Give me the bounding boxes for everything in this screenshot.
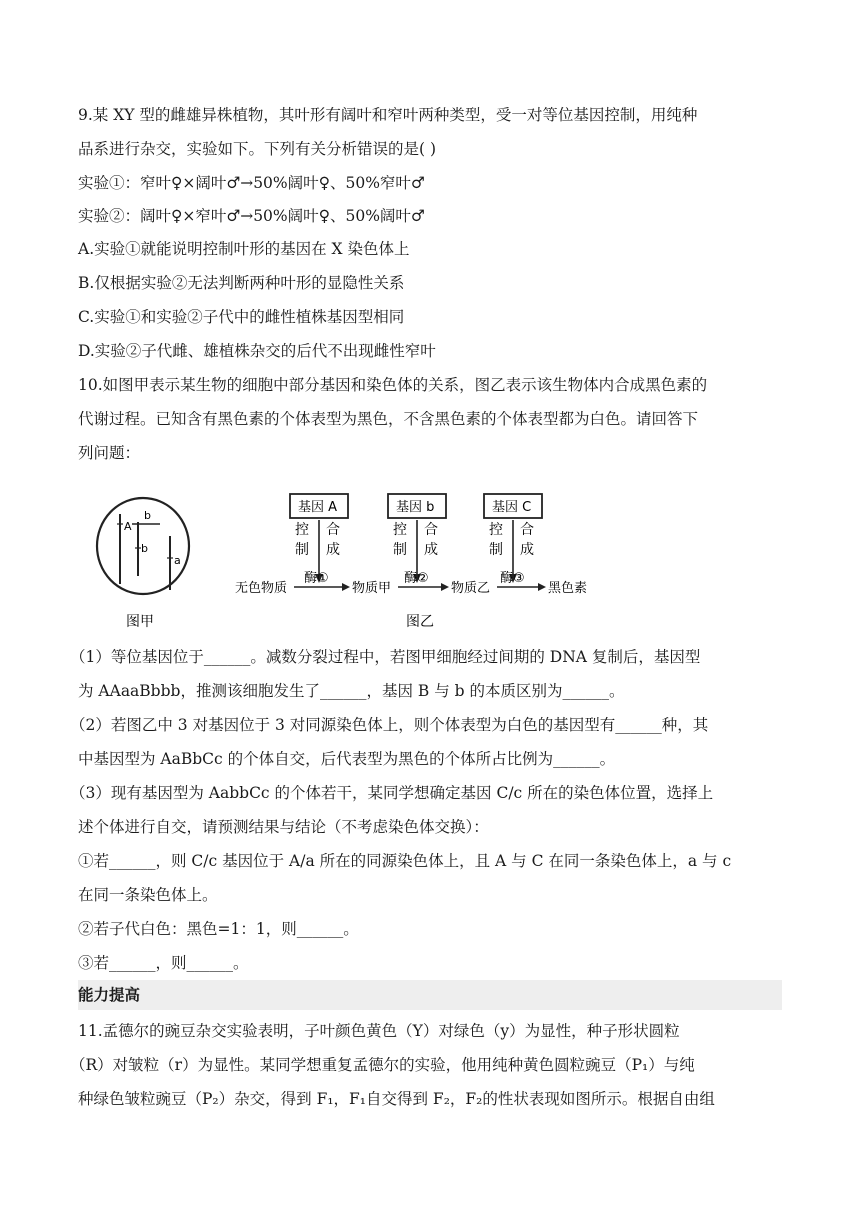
caption-figure-b: 图乙 xyxy=(406,614,434,630)
gene-a-box: 基因 A xyxy=(298,500,338,515)
q9-option-a: A.实验①就能说明控制叶形的基因在 X 染色体上 xyxy=(78,240,410,258)
control-char-2: 制 xyxy=(393,542,407,558)
substance-a: 物质甲 xyxy=(352,581,392,596)
cell-label-b-top: b xyxy=(144,509,151,522)
q10-result-2: ②若子代白色：黑色=1：1，则______。 xyxy=(78,920,359,938)
control-char-2: 制 xyxy=(489,542,503,558)
control-char-1: 控 xyxy=(393,522,407,538)
q10-stem-line-3: 列问题： xyxy=(78,444,141,462)
q10-result-3: ③若______，则______。 xyxy=(78,954,249,972)
gene-c-box: 基因 C xyxy=(492,500,532,515)
synth-char-1: 合 xyxy=(520,522,534,538)
enzyme-3: 酶③ xyxy=(500,571,525,586)
synth-char-1: 合 xyxy=(424,522,438,538)
section-title: 能力提高 xyxy=(78,986,141,1004)
q10-part3-line-2: 述个体进行自交，请预测结果与结论（不考虑染色体交换）： xyxy=(78,818,489,836)
cell-label-a-lower: a xyxy=(174,554,181,567)
q10-part2-line-2: 中基因型为 AaBbCc 的个体自交，后代表型为黑色的个体所占比例为______。 xyxy=(78,750,616,768)
q11-line-3: 种绿色皱粒豌豆（P₂）杂交，得到 F₁，F₁自交得到 F₂，F₂的性状表现如图所示。根据自由组 xyxy=(78,1090,715,1108)
section-heading xyxy=(78,980,782,1010)
q10-stem-line-1: 10.如图甲表示某生物的细胞中部分基因和染色体的关系，图乙表示该生物体内合成黑色素的 xyxy=(78,376,708,394)
cell-diagram xyxy=(97,498,189,594)
substance-melanin: 黑色素 xyxy=(548,581,588,596)
enzyme-1: 酶① xyxy=(304,571,329,586)
q9-option-b: B.仅根据实验②无法判断两种叶形的显隐性关系 xyxy=(78,274,405,292)
q9-experiment-2: 实验②：阔叶♀×窄叶♂→50%阔叶♀、50%阔叶♂ xyxy=(78,207,425,225)
q10-result-1-line-1: ①若______，则 C/c 基因位于 A/a 所在的同源染色体上，且 A 与 C 在同一条染色体上，a 与 c xyxy=(78,852,732,870)
control-char-1: 控 xyxy=(489,522,503,538)
q9-option-d: D.实验②子代雌、雄植株杂交的后代不出现雌性窄叶 xyxy=(78,342,436,360)
q10-figure xyxy=(80,486,640,636)
enzyme-2: 酶② xyxy=(404,571,429,586)
q9-experiment-1: 实验①：窄叶♀×阔叶♂→50%阔叶♀、50%窄叶♂ xyxy=(78,174,425,192)
q10-part1-line-1: （1）等位基因位于______。减数分裂过程中，若图甲细胞经过间期的 DNA 复制后，基因型 xyxy=(70,648,701,666)
control-char-1: 控 xyxy=(295,522,309,538)
q9-option-c: C.实验①和实验②子代中的雌性植株基因型相同 xyxy=(78,308,405,326)
q10-part2-line-1: （2）若图乙中 3 对基因位于 3 对同源染色体上，则个体表型为白色的基因型有______种，其 xyxy=(70,716,709,734)
synth-char-2: 成 xyxy=(520,542,534,558)
synth-char-2: 成 xyxy=(326,542,340,558)
q9-stem-line-1: 9.某 XY 型的雌雄异株植物，其叶形有阔叶和窄叶两种类型，受一对等位基因控制，用纯种 xyxy=(78,106,698,124)
substance-colorless: 无色物质 xyxy=(235,581,288,596)
synth-char-2: 成 xyxy=(424,542,438,558)
q10-stem-line-2: 代谢过程。已知含有黑色素的个体表型为黑色，不含黑色素的个体表型都为白色。请回答下 xyxy=(78,410,699,428)
q11-line-2: （R）对皱粒（r）为显性。某同学想重复孟德尔的实验，他用纯种黄色圆粒豌豆（P₁）与纯 xyxy=(70,1056,695,1074)
pathway-diagram xyxy=(235,494,587,596)
cell-label-a-upper: A xyxy=(124,520,132,533)
q10-result-1-line-2: 在同一条染色体上。 xyxy=(78,886,218,904)
gene-b-box: 基因 b xyxy=(396,500,435,515)
caption-figure-a: 图甲 xyxy=(126,614,154,630)
substance-b: 物质乙 xyxy=(451,581,491,596)
q10-part1-line-2: 为 AAaaBbbb，推测该细胞发生了______，基因 B 与 b 的本质区别为______。 xyxy=(78,682,625,700)
synth-char-1: 合 xyxy=(326,522,340,538)
q11-line-1: 11.孟德尔的豌豆杂交实验表明，子叶颜色黄色（Y）对绿色（y）为显性，种子形状圆粒 xyxy=(78,1022,680,1040)
q10-part3-line-1: （3）现有基因型为 AabbCc 的个体若干，某同学想确定基因 C/c 所在的染色体位置，选择上 xyxy=(70,784,714,802)
q9-stem-line-2: 品系进行杂交，实验如下。下列有关分析错误的是( ) xyxy=(78,140,437,158)
cell-label-b-middle: b xyxy=(141,542,148,555)
control-char-2: 制 xyxy=(295,542,309,558)
